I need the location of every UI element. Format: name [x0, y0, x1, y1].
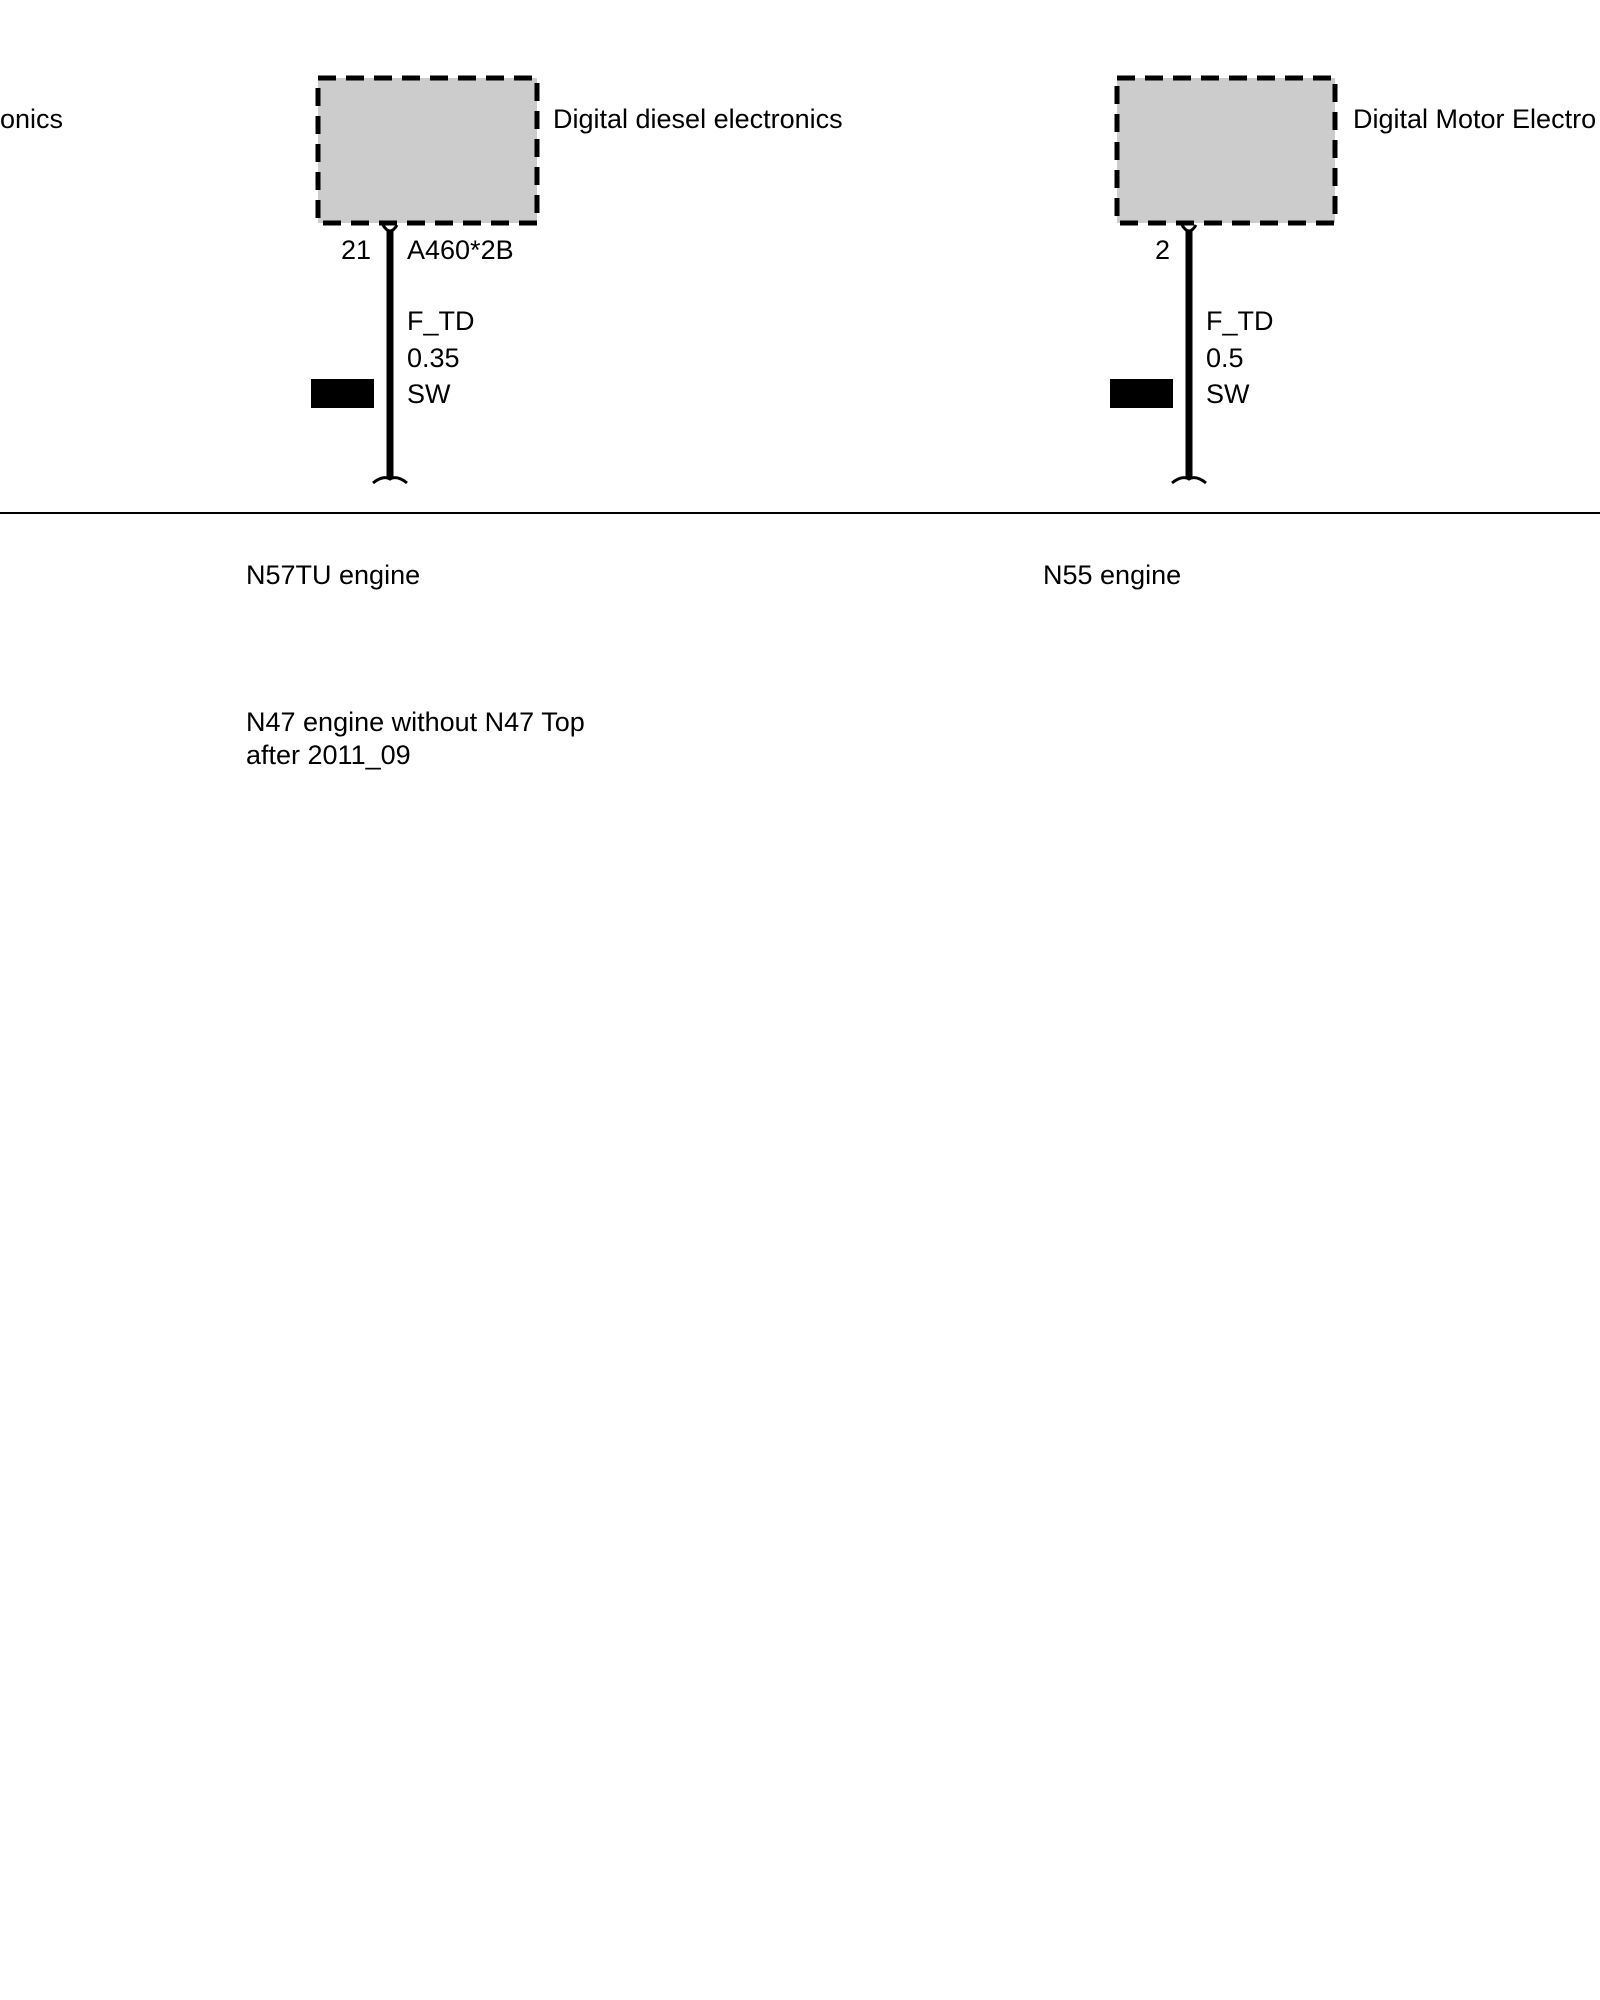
wire-color-code: SW	[1206, 379, 1250, 409]
variant-label: N55 engine	[1043, 560, 1182, 590]
note-line-1: N47 engine without N47 Top	[246, 707, 585, 737]
pin-number: 2	[1155, 235, 1171, 265]
wire-break-icon	[1172, 478, 1206, 483]
wire-signal: F_TD	[1206, 306, 1274, 336]
wire-gauge: 0.5	[1206, 343, 1244, 373]
connector-id: A460*2B	[407, 235, 514, 265]
wire-color-swatch	[311, 379, 374, 408]
control-unit-box[interactable]	[1117, 78, 1335, 223]
note-line-2: after 2011_09	[246, 740, 411, 770]
wire-signal: F_TD	[407, 306, 475, 336]
wire-color-swatch	[1110, 379, 1173, 408]
control-unit-box[interactable]	[318, 78, 537, 223]
wire-color-code: SW	[407, 379, 451, 409]
wire-gauge: 0.35	[407, 343, 460, 373]
component-label: Digital Motor Electro	[1353, 104, 1597, 134]
variant-label: N57TU engine	[246, 560, 421, 590]
left-component-label-fragment: onics	[0, 104, 64, 134]
component-label: Digital diesel electronics	[553, 104, 843, 134]
pin-number: 21	[341, 235, 372, 265]
wire-break-icon	[373, 478, 407, 483]
